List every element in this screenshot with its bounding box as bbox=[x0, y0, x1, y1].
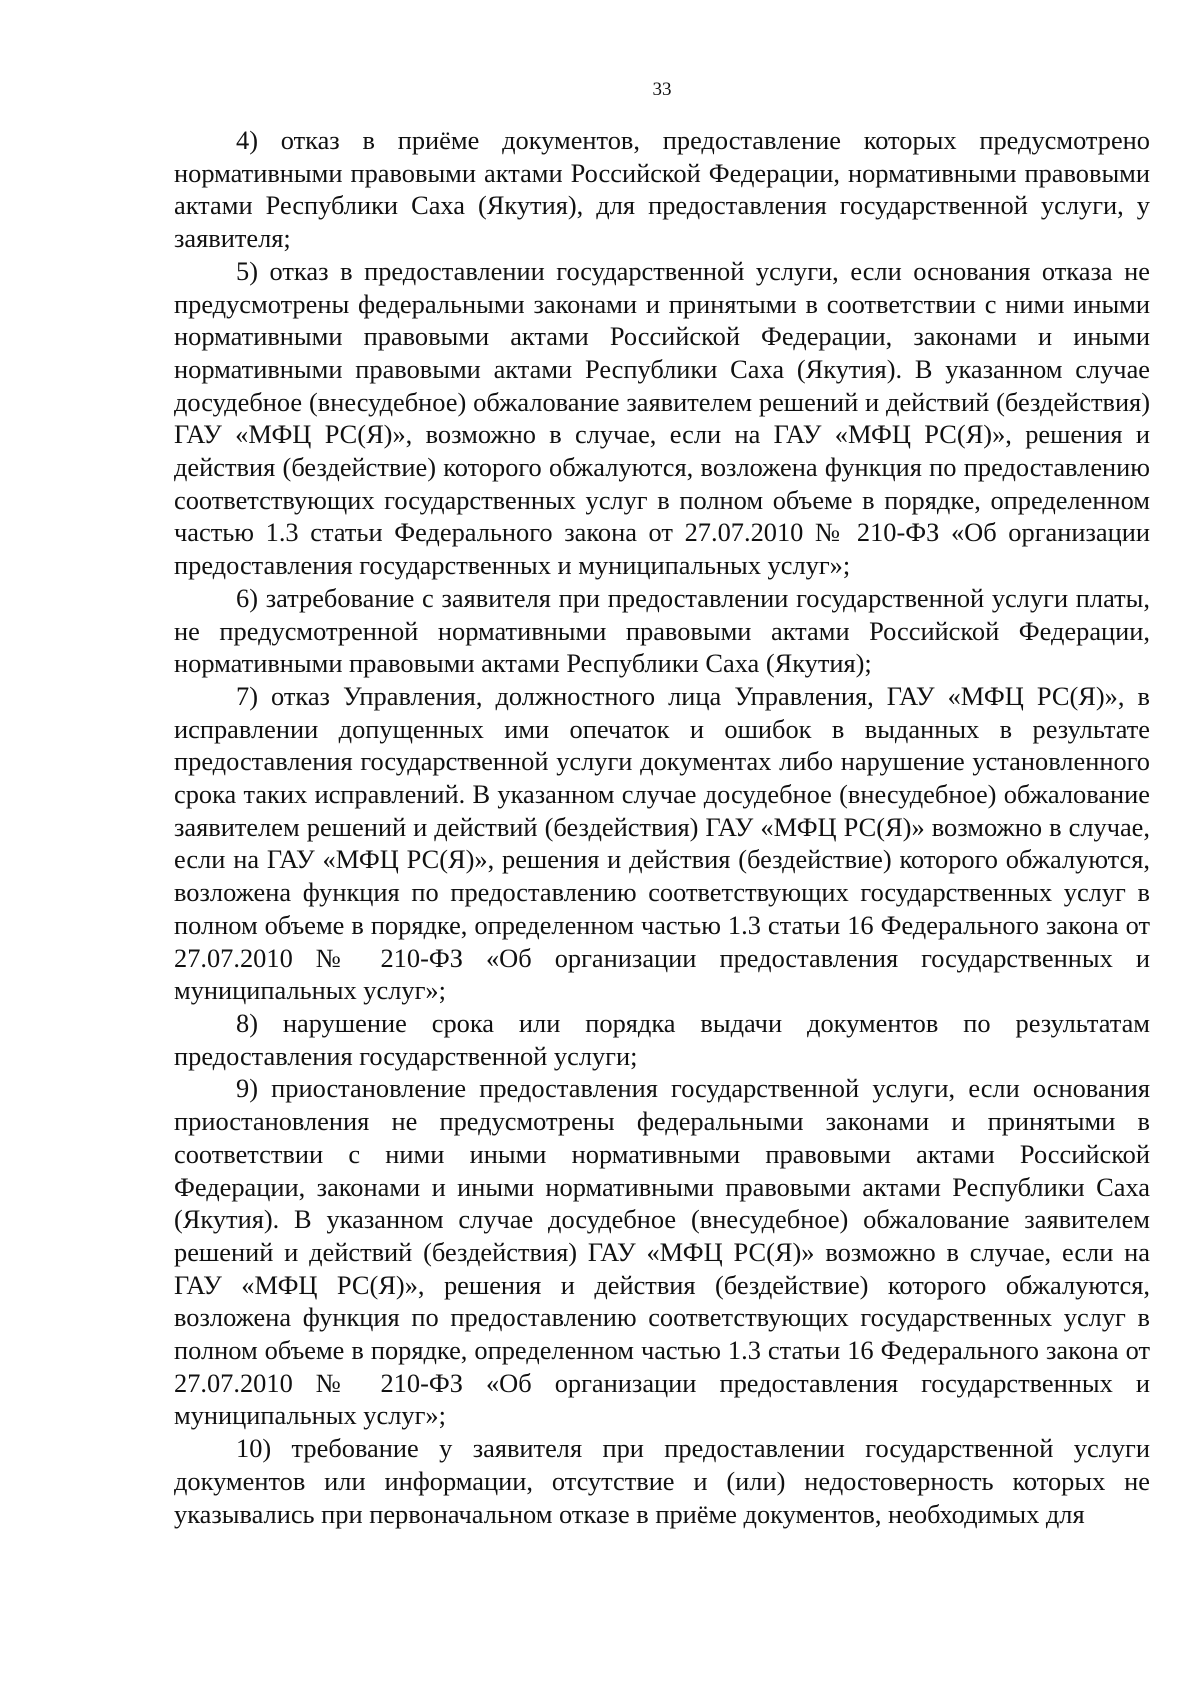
paragraph-item-8: 8) нарушение срока или порядка выдачи документов по результатам предоставления государственной услуги; bbox=[174, 1007, 1150, 1071]
document-body bbox=[174, 124, 1150, 1530]
paragraph-item-6: 6) затребование с заявителя при предоставлении государственной услуги платы, не предусмотренной нормативными правовыми актами Российской Федерации, нормативными правовыми актами Республики Саха (Якутия); bbox=[174, 582, 1150, 679]
paragraph-item-7: 7) отказ Управления, должностного лица Управления, ГАУ «МФЦ РС(Я)», в исправлении допущенных ими опечаток и ошибок в выданных в результате предоставления государственной услуги документах либо нарушение установленного срока таких исправлений. В указанном случае досудебное (внесудебное) обжалование заявителем решений и действий (бездействия) ГАУ «МФЦ РС(Я)» возможно в случае, если на ГАУ «МФЦ РС(Я)», решения и действия (бездействие) которого обжалуются, возложена функция по предоставлению соответствующих государственных услуг в полном объеме в порядке, определенном частью 1.3 статьи 16 Федерального закона от 27.07.2010 № 210-ФЗ «Об организации предоставления государственных и муниципальных услуг»; bbox=[174, 680, 1150, 1006]
paragraph-item-9: 9) приостановление предоставления государственной услуги, если основания приостановления не предусмотрены федеральными законами и принятыми в соответствии с ними иными нормативными правовыми актами Российской Федерации, законами и иными нормативными правовыми актами Республики Саха (Якутия). В указанном случае досудебное (внесудебное) обжалование заявителем решений и действий (бездействия) ГАУ «МФЦ РС(Я)» возможно в случае, если на ГАУ «МФЦ РС(Я)», решения и действия (бездействие) которого обжалуются, возложена функция по предоставлению соответствующих государственных услуг в полном объеме в порядке, определенном частью 1.3 статьи 16 Федерального закона от 27.07.2010 № 210-ФЗ «Об организации предоставления государственных и муниципальных услуг»; bbox=[174, 1073, 1150, 1431]
paragraph-item-4: 4) отказ в приёме документов, предоставление которых предусмотрено нормативными правовыми актами Российской Федерации, нормативными правовыми актами Республики Саха (Якутия), для предоставления государственной услуги, у заявителя; bbox=[174, 125, 1150, 254]
paragraph-item-5: 5) отказ в предоставлении государственной услуги, если основания отказа не предусмотрены федеральными законами и принятыми в соответствии с ними иными нормативными правовыми актами Российской Федерации, законами и иными нормативными правовыми актами Республики Саха (Якутия). В указанном случае досудебное (внесудебное) обжалование заявителем решений и действий (бездействия) ГАУ «МФЦ РС(Я)», возможно в случае, если на ГАУ «МФЦ РС(Я)», решения и действия (бездействие) которого обжалуются, возложена функция по предоставлению соответствующих государственных услуг в полном объеме в порядке, определенном частью 1.3 статьи Федерального закона от 27.07.2010 № 210-ФЗ «Об организации предоставления государственных и муниципальных услуг»; bbox=[174, 255, 1150, 581]
page-number: 33 bbox=[652, 79, 672, 100]
paragraph-item-10: 10) требование у заявителя при предоставлении государственной услуги документов или информации, отсутствие и (или) недостоверность которых не указывались при первоначальном отказе в приёме документов, необходимых для bbox=[174, 1433, 1150, 1529]
